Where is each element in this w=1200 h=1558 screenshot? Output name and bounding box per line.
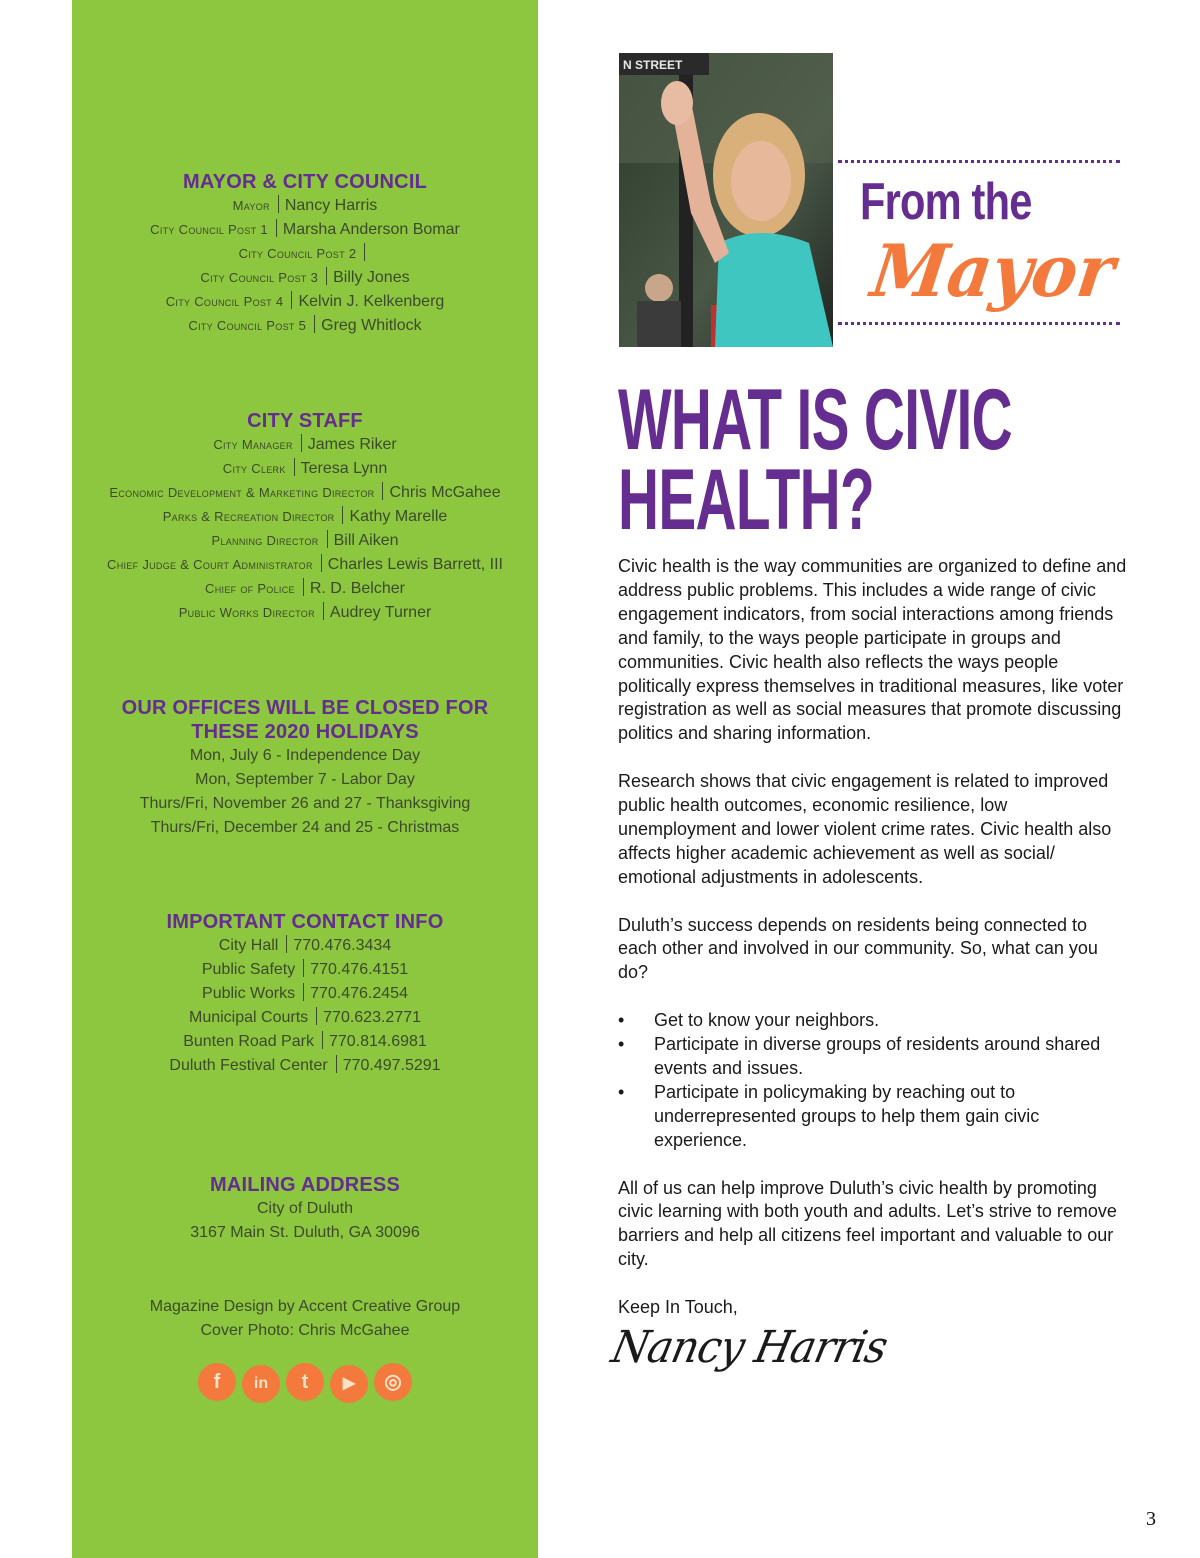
page-number: 3 xyxy=(1146,1508,1156,1530)
staff-row: Public Works Director Audrey Turner xyxy=(178,604,432,621)
council-section xyxy=(72,170,538,338)
contact-row: Public Safety 770.476.4151 xyxy=(201,961,409,978)
design-credit: Magazine Design by Accent Creative Group xyxy=(149,1298,461,1315)
holiday-item: Thurs/Fri, November 26 and 27 - Thanksgiving xyxy=(139,795,471,812)
action-list xyxy=(618,1009,1130,1152)
contact-row: Municipal Courts 770.623.2771 xyxy=(188,1009,422,1026)
mayor-script-title: Mayor xyxy=(866,228,1120,313)
council-row: City Council Post 3 Billy Jones xyxy=(200,269,410,286)
council-row: City Council Post 1 Marsha Anderson Bomar xyxy=(150,221,460,238)
council-row: City Council Post 5 Greg Whitlock xyxy=(188,317,422,334)
street-sign: N STREET xyxy=(623,58,683,72)
staff-row: Planning Director Bill Aiken xyxy=(211,532,399,549)
article-headline: WHAT IS CIVIC HEALTH? xyxy=(618,372,1012,548)
from-the-label: From the xyxy=(860,173,1032,231)
linkedin-icon[interactable]: in xyxy=(242,1365,280,1403)
paragraph: Civic health is the way communities are organized to define and address public problems. This includes a wide range of civic engagement indicators, from social interactions among friends and family, to the ways people participate in groups and communities. Civic health also reflects the ways people politically express themselves in traditional measures, like voter registration as well as social measures that promote discussing politics and sharing information. xyxy=(618,556,1127,744)
facebook-icon[interactable]: f xyxy=(198,1363,236,1401)
staff-row: Parks & Recreation Director Kathy Marelle xyxy=(162,508,448,525)
list-item: • Participate in diverse groups of residents around shared events and issues. xyxy=(618,1033,1130,1081)
divider-bottom xyxy=(838,322,1120,325)
contacts-section xyxy=(72,910,538,1078)
holiday-item: Mon, July 6 - Independence Day xyxy=(189,747,421,764)
closing: Keep In Touch, xyxy=(618,1297,738,1318)
mailing-line: 3167 Main St. Duluth, GA 30096 xyxy=(190,1224,420,1241)
holidays-section xyxy=(72,696,538,840)
contacts-heading: IMPORTANT CONTACT INFO xyxy=(166,911,444,933)
article-body xyxy=(618,555,1130,1344)
staff-heading: CITY STAFF xyxy=(247,410,363,432)
council-row: City Council Post 2 xyxy=(72,242,538,266)
list-item: • Get to know your neighbors. xyxy=(618,1009,1130,1033)
sidebar xyxy=(72,0,538,1558)
contact-row: Duluth Festival Center 770.497.5291 xyxy=(169,1057,441,1074)
contact-row: City Hall 770.476.3434 xyxy=(218,937,392,954)
staff-row: Economic Development & Marketing Director Chris McGahee xyxy=(109,484,501,501)
social-links xyxy=(72,1363,538,1403)
paragraph: Duluth’s success depends on residents being connected to each other and involved in our community. So, what can you do? xyxy=(618,914,1098,983)
staff-row: Chief of Police R. D. Belcher xyxy=(205,580,405,597)
holidays-heading: OUR OFFICES WILL BE CLOSED FOR THESE 2020 HOLIDAYS xyxy=(121,697,489,743)
signature: Nancy Harris xyxy=(607,1322,892,1373)
council-row: City Council Post 4 Kelvin J. Kelkenberg xyxy=(165,293,445,310)
staff-row: City Clerk Teresa Lynn xyxy=(222,460,388,477)
staff-section xyxy=(72,409,538,625)
staff-row: Chief Judge & Court Administrator Charles Lewis Barrett, III xyxy=(107,556,503,573)
council-heading: MAYOR & CITY COUNCIL xyxy=(182,171,428,193)
holiday-item: Thurs/Fri, December 24 and 25 - Christmas xyxy=(150,819,460,836)
photo-credit: Cover Photo: Chris McGahee xyxy=(200,1322,410,1339)
contact-row: Public Works 770.476.2454 xyxy=(202,985,408,1002)
paragraph: Research shows that civic engagement is related to improved public health outcomes, economic resilience, low unemployment and lower violent crime rates. Civic health also affects higher academic achievement as well as social/ emotional adjustments in adolescents. xyxy=(618,771,1112,887)
list-item: • Participate in policymaking by reaching out to underrepresented groups to help them gain civic experience. xyxy=(618,1081,1130,1153)
staff-row: City Manager James Riker xyxy=(213,436,397,453)
twitter-icon[interactable]: t xyxy=(286,1363,324,1401)
instagram-icon[interactable]: ◎ xyxy=(374,1363,412,1401)
mailing-line: City of Duluth xyxy=(256,1200,354,1217)
council-row: Mayor Nancy Harris xyxy=(232,197,378,214)
youtube-icon[interactable]: ▶ xyxy=(330,1365,368,1403)
mayor-photo xyxy=(619,53,833,347)
divider-top xyxy=(838,160,1120,163)
paragraph: All of us can help improve Duluth’s civic health by promoting civic learning with both youth and adults. Let’s strive to remove barriers and help all citizens feel important and valuable to our city. xyxy=(618,1177,1117,1270)
credits-section xyxy=(72,1295,538,1343)
mailing-heading: MAILING ADDRESS xyxy=(209,1174,401,1196)
contact-row: Bunten Road Park 770.814.6981 xyxy=(183,1033,427,1050)
holiday-item: Mon, September 7 - Labor Day xyxy=(195,771,415,788)
mailing-section xyxy=(72,1173,538,1245)
